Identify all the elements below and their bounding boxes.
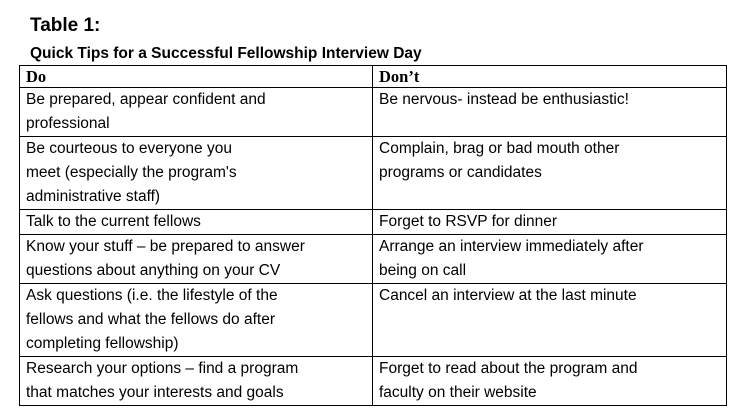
table-row <box>20 88 727 137</box>
dont-cell-text: Complain, brag or bad mouth other programs or candidates <box>379 140 620 181</box>
table-row <box>20 357 727 406</box>
tips-table <box>19 65 727 406</box>
do-cell <box>20 284 373 357</box>
dont-cell-text: Arrange an interview immediately after being on call <box>379 238 644 279</box>
do-cell-text: Talk to the current fellows <box>26 213 201 230</box>
table-row <box>20 284 727 357</box>
do-cell-text: Be prepared, appear confident and professional <box>26 91 266 132</box>
do-cell <box>20 88 373 137</box>
do-cell <box>20 235 373 284</box>
table-label: Table 1: <box>30 15 101 36</box>
do-cell-text: Ask questions (i.e. the lifestyle of the fellows and what the fellows do after completing fellowship) <box>26 287 278 352</box>
table-row <box>20 137 727 210</box>
dont-cell-text: Be nervous- instead be enthusiastic! <box>379 91 629 108</box>
do-cell-text: Be courteous to everyone you meet (especially the program's administrative staff) <box>26 140 237 205</box>
table-row <box>20 235 727 284</box>
dont-cell <box>373 357 727 406</box>
table-caption: Quick Tips for a Successful Fellowship Interview Day <box>30 45 422 62</box>
dont-cell-text: Cancel an interview at the last minute <box>379 287 637 304</box>
dont-cell <box>373 210 727 235</box>
dont-cell <box>373 137 727 210</box>
column-header-dont: Don’t <box>373 66 727 88</box>
table-row <box>20 210 727 235</box>
dont-cell <box>373 235 727 284</box>
do-cell <box>20 210 373 235</box>
table-header-row <box>20 66 727 88</box>
do-cell-text: Know your stuff – be prepared to answer questions about anything on your CV <box>26 238 305 279</box>
do-cell <box>20 137 373 210</box>
dont-cell-text: Forget to read about the program and faculty on their website <box>379 360 638 401</box>
do-cell-text: Research your options – find a program that matches your interests and goals <box>26 360 299 401</box>
dont-cell <box>373 88 727 137</box>
column-header-do: Do <box>20 66 373 88</box>
dont-cell <box>373 284 727 357</box>
dont-cell-text: Forget to RSVP for dinner <box>379 213 558 230</box>
do-cell <box>20 357 373 406</box>
